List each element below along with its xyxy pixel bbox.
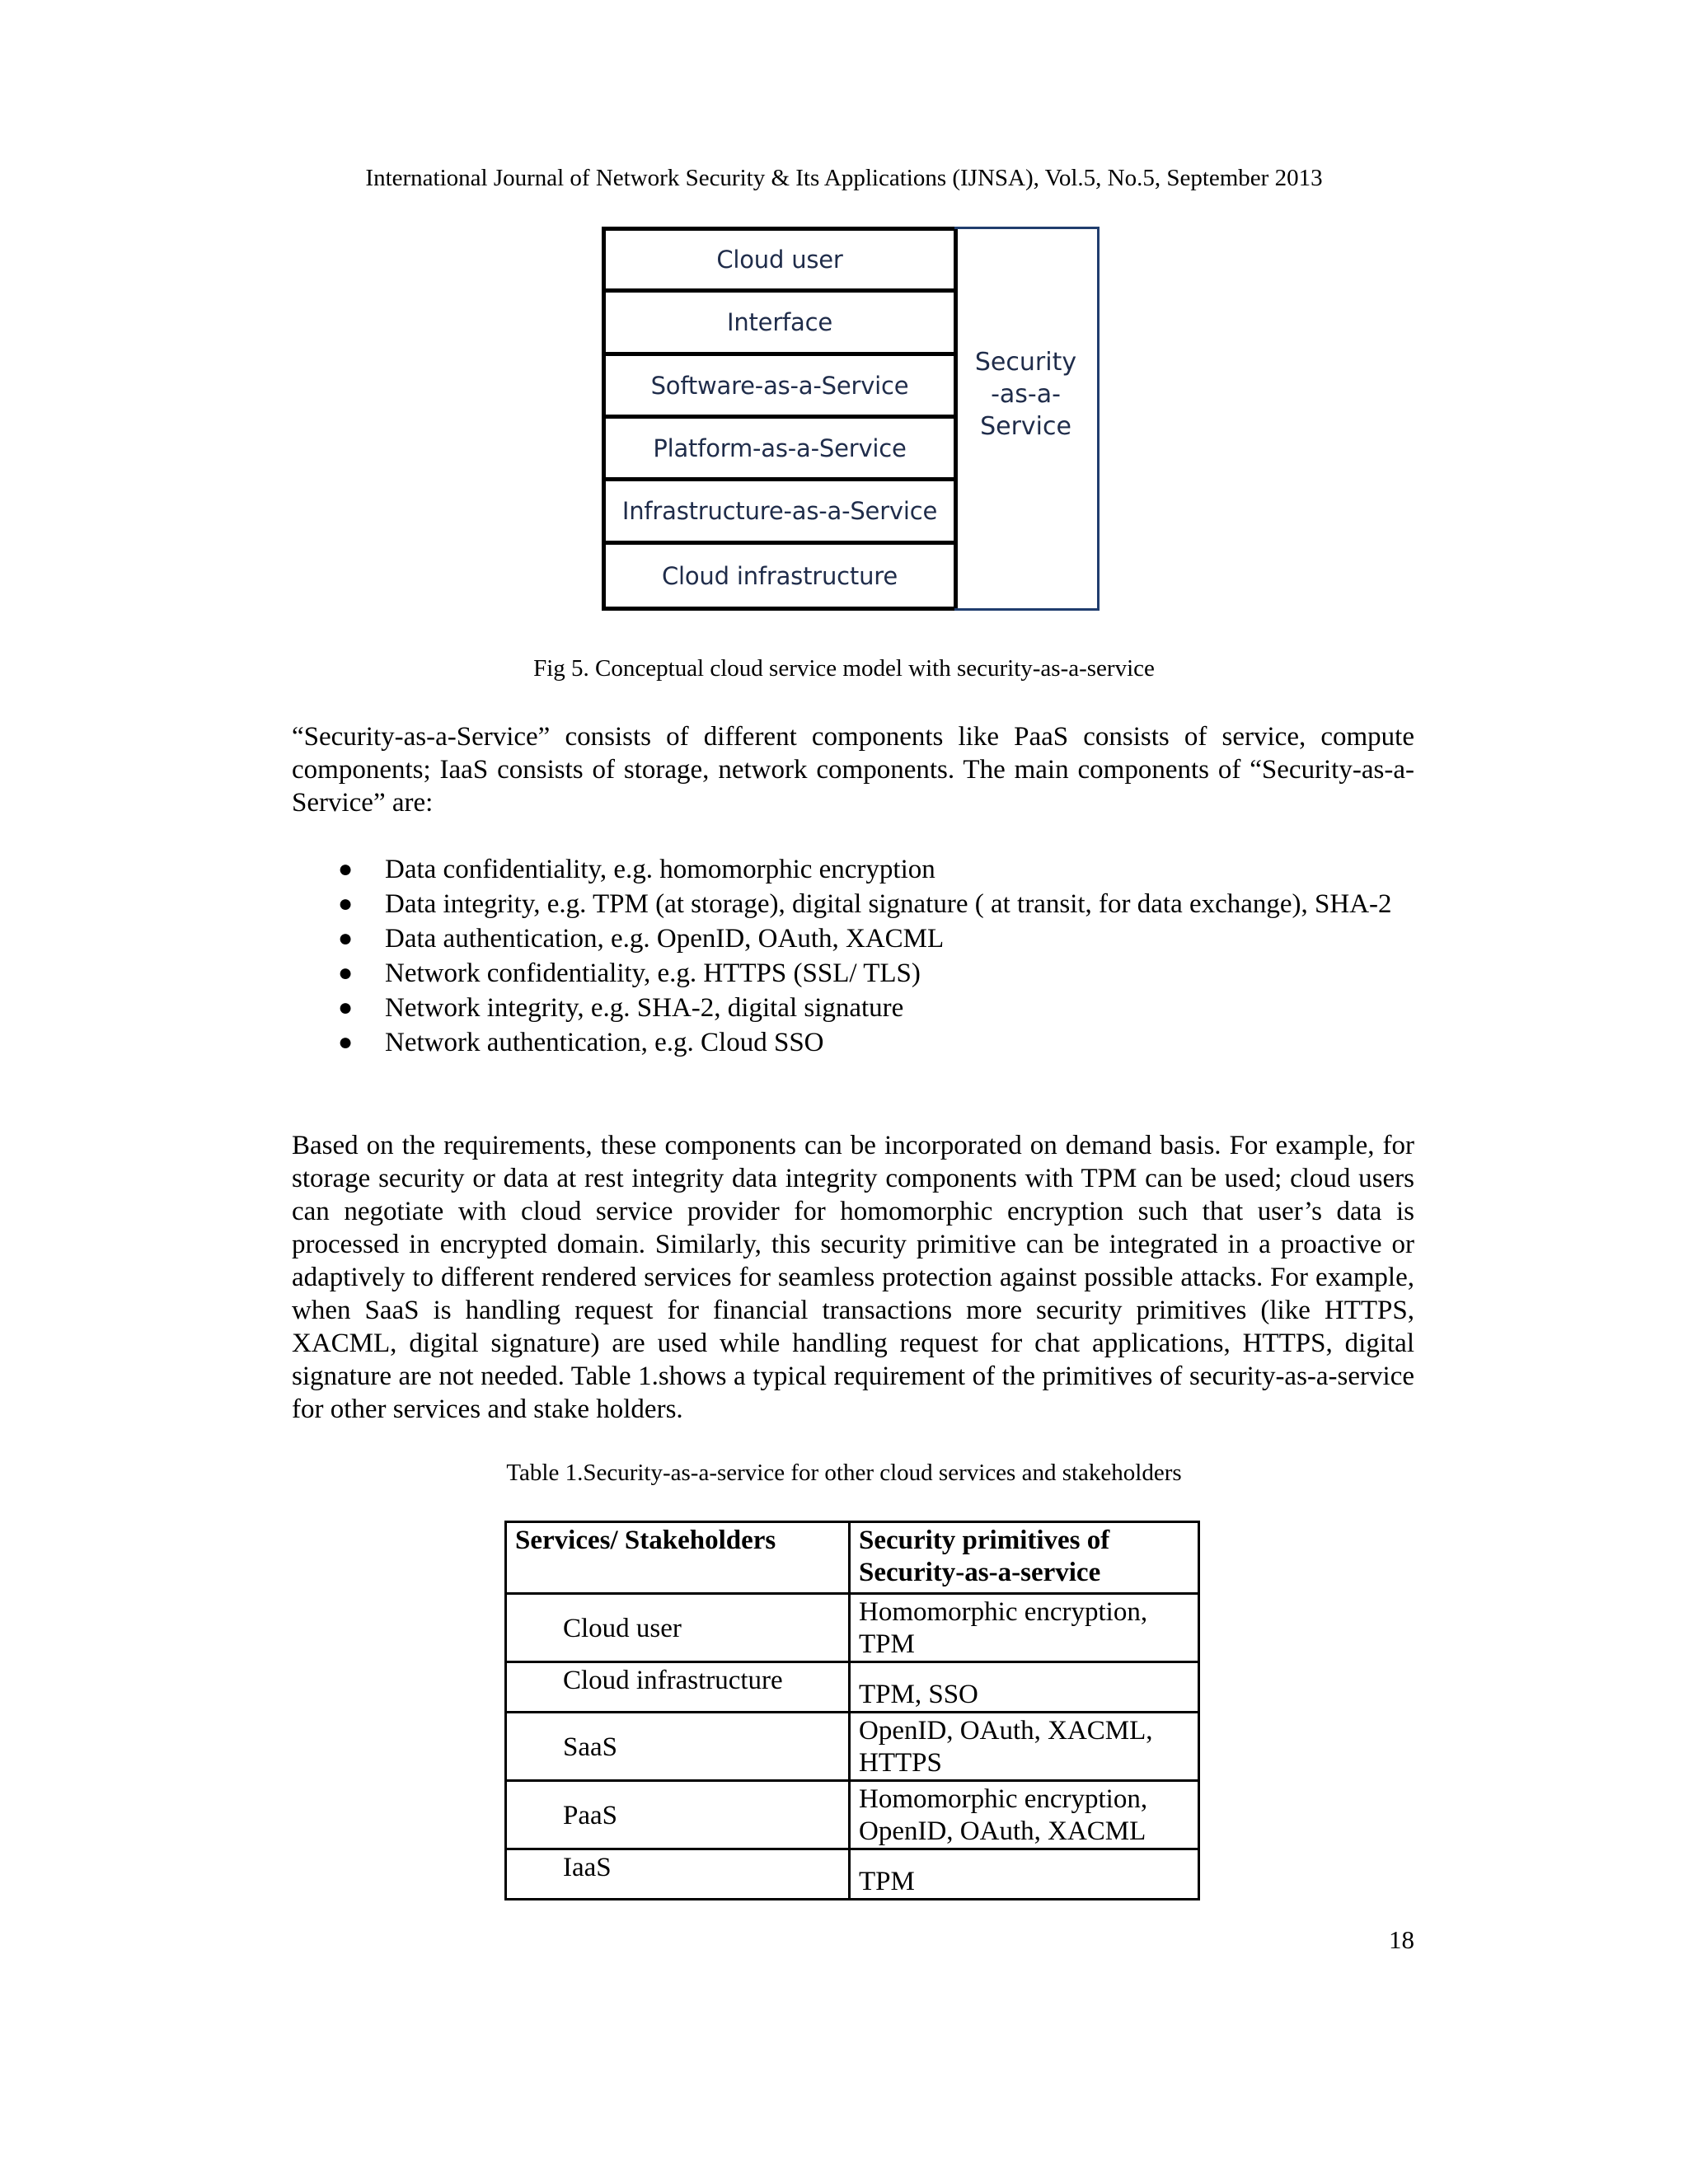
- cloud-service-model-figure: [602, 227, 956, 611]
- table-row: [506, 1662, 1199, 1713]
- table-header-cell: Services/ Stakeholders: [506, 1522, 850, 1594]
- table-cell-service: Cloud infrastructure: [506, 1662, 850, 1713]
- table-row: [506, 1849, 1199, 1900]
- list-item: ● Network integrity, e.g. SHA-2, digital signature: [338, 993, 904, 1023]
- table-caption: Table 1.Security-as-a-service for other cloud services and stakeholders: [506, 1460, 1182, 1486]
- table-cell-primitives: TPM, SSO: [850, 1662, 1199, 1713]
- list-item: ● Data integrity, e.g. TPM (at storage), digital signature ( at transit, for data exchange), SHA-2: [338, 889, 1392, 919]
- security-box-line-1: Security: [974, 347, 1077, 377]
- running-header: International Journal of Network Security & Its Applications (IJNSA), Vol.5, No.5, September 2013: [365, 165, 1323, 191]
- figure-layer-paas: Platform-as-a-Service: [602, 415, 958, 481]
- figure-layer-saas: Software-as-a-Service: [602, 352, 958, 419]
- security-box-line-3: Service: [980, 411, 1071, 441]
- security-as-a-service-box: [954, 227, 1100, 611]
- table-cell-service: IaaS: [506, 1849, 850, 1900]
- intro-paragraph: “Security-as-a-Service” consists of different components like PaaS consists of service, compute components; IaaS consists of storage, network components. The main components of “Security-as-a-Service” are:: [292, 722, 1414, 818]
- bullet-icon: ●: [338, 855, 354, 883]
- table-row: [506, 1594, 1199, 1662]
- list-item: ● Data confidentiality, e.g. homomorphic encryption: [338, 855, 935, 884]
- figure-layer-interface: Interface: [602, 288, 958, 356]
- table-header-cell: Security primitives of Security-as-a-service: [850, 1522, 1199, 1594]
- table-cell-primitives: TPM: [850, 1849, 1199, 1900]
- components-list: [292, 853, 1414, 1061]
- list-item: ● Network authentication, e.g. Cloud SSO: [338, 1028, 824, 1057]
- table-cell-primitives: Homomorphic encryption, OpenID, OAuth, XACML: [850, 1781, 1199, 1849]
- figure-layer-cloud-user: Cloud user: [602, 227, 958, 293]
- figure-caption: Fig 5. Conceptual cloud service model with security-as-a-service: [533, 655, 1155, 682]
- table-row: [506, 1781, 1199, 1849]
- table-cell-primitives: Homomorphic encryption, TPM: [850, 1594, 1199, 1662]
- table-cell-service: SaaS: [506, 1713, 850, 1781]
- bullet-icon: ●: [338, 890, 354, 917]
- security-primitives-table: [504, 1521, 1200, 1900]
- security-box-line-2: -as-a-: [991, 379, 1061, 409]
- bullet-icon: ●: [338, 994, 354, 1021]
- body-paragraph: Based on the requirements, these components can be incorporated on demand basis. For example, for storage security or data at rest integrity data integrity components with TPM can be used; cloud users can negotiate with cloud service provider for homomorphic encryption such that user’s data is processed in encrypted domain. Similarly, this security primitive can be integrated in a proactive or adaptively to different rendered services for seamless protection against possible attacks. For example, when SaaS is handling request for financial transactions more security primitives (like HTTPS, XACML, digital signature) are used while handling request for chat applications, HTTPS, digital signature are not needed. Table 1.shows a typical requirement of the primitives of security-as-a-service for other services and stake holders.: [292, 1131, 1414, 1424]
- bullet-icon: ●: [338, 959, 354, 987]
- table-header-row: [506, 1522, 1199, 1594]
- bullet-icon: ●: [338, 1029, 354, 1056]
- figure-layer-cloud-infrastructure: Cloud infrastructure: [602, 541, 958, 611]
- page-number: 18: [1389, 1925, 1414, 1954]
- table-cell-service: PaaS: [506, 1781, 850, 1849]
- list-item: ● Data authentication, e.g. OpenID, OAuth, XACML: [338, 924, 945, 954]
- table-cell-primitives: OpenID, OAuth, XACML, HTTPS: [850, 1713, 1199, 1781]
- bullet-icon: ●: [338, 925, 354, 952]
- list-item: ● Network confidentiality, e.g. HTTPS (SSL/ TLS): [338, 958, 921, 988]
- table-cell-service: Cloud user: [506, 1594, 850, 1662]
- figure-layer-iaas: Infrastructure-as-a-Service: [602, 477, 958, 545]
- table-row: [506, 1713, 1199, 1781]
